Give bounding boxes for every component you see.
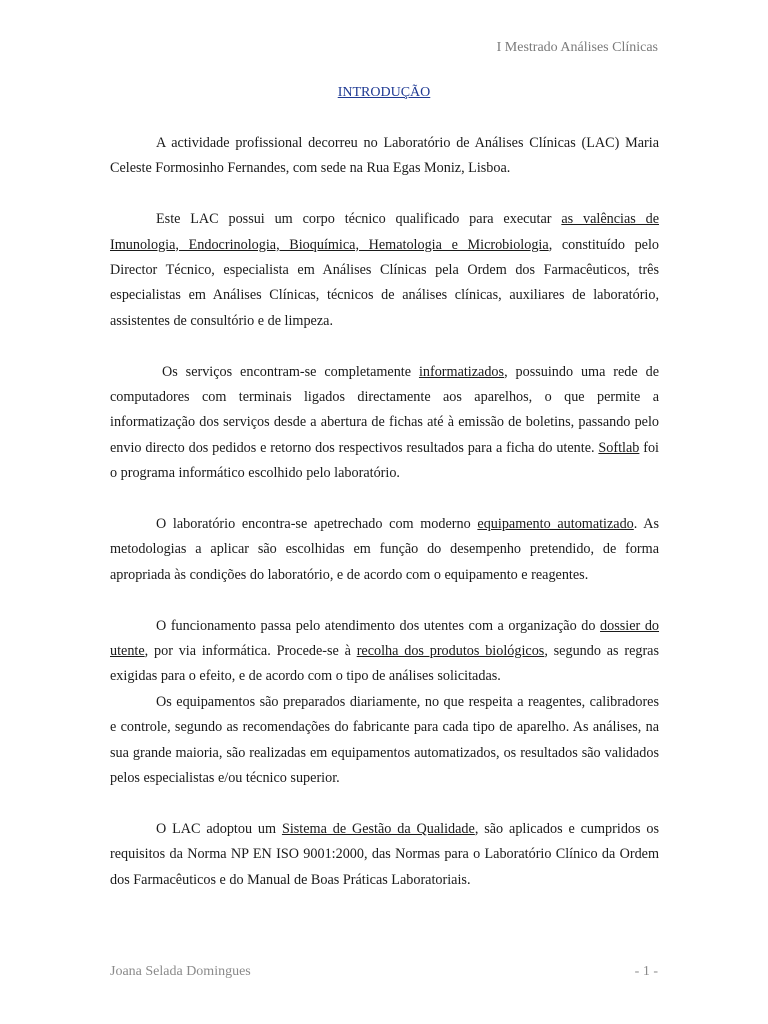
text-run: O LAC adoptou um [156, 820, 282, 837]
text-run: O laboratório encontra-se apetrechado com moderno [156, 516, 478, 533]
text-run: , são aplicados e cumpridos os requisitos da Norma NP EN ISO 9001:2000, das Normas para o Laboratório Clínico da Ordem dos Farmacêuticos e do Manual de Boas Práticas Laboratoriais. [110, 820, 660, 888]
paragraph-validation: Os equipamentos são preparados diariamente, no que respeita a reagentes, calibradores e controle, segundo as recomendações do fabricante para cada tipo de aparelho. As análises, na sua grande maioria, são realizadas em equipamentos automatizados, os resultados são validados pelos especialistas e/ou técnico superior. [110, 693, 659, 787]
text-run: , segundo as regras exigidas para o efeito, e de acordo com o tipo de análises solicitadas. [110, 643, 660, 685]
running-header: I Mestrado Análises Clínicas [496, 40, 658, 55]
text-run: , possuindo uma rede de computadores com terminais ligados directamente aos aparelhos, o que permite a informatização dos serviços desde a abertura de fichas até à emissão de boletins, passando pelo envio directo dos pedidos e retorno dos respectivos resultados para a ficha do utente. [110, 363, 659, 456]
text-run: O funcionamento passa pelo atendimento dos utentes com a organização do [156, 617, 601, 634]
underlined-text: informatizados [418, 363, 505, 380]
footer-page-number: - 1 - [634, 964, 658, 979]
section-title [0, 85, 768, 101]
text-run: Este LAC possui um corpo técnico qualificado para executar [156, 211, 562, 228]
underlined-text: equipamento automatizado [477, 516, 634, 533]
section-title-text: INTRODUÇÃO [337, 85, 431, 100]
document-body [110, 131, 659, 893]
underlined-text: recolha dos produtos biológicos [356, 643, 545, 660]
paragraph-quality-system [110, 817, 659, 893]
paragraph-lab-intro: A actividade profissional decorreu no Laboratório de Análises Clínicas (LAC) Maria Celeste Formosinho Fernandes, com sede na Rua Egas Moniz, Lisboa. [110, 135, 659, 177]
underlined-text: Softlab [598, 439, 640, 456]
underlined-text: as valências de Imunologia, Endocrinologia, Bioquímica, Hematologia e Microbiologia [110, 211, 660, 253]
paragraph-operation [110, 614, 659, 690]
text-run: . As metodologias a aplicar são escolhidas em função do desempenho pretendido, de forma apropriada às condições do laboratório, e de acordo com o equipamento e reagentes. [110, 516, 659, 583]
footer-author: Joana Selada Domingues [110, 964, 251, 979]
underlined-text: Sistema de Gestão da Qualidade [281, 820, 475, 837]
text-run: foi o programa informático escolhido pelo laboratório. [110, 439, 659, 482]
paragraph-informatization [110, 360, 659, 487]
text-run: Os serviços encontram-se completamente [162, 363, 419, 380]
text-run: , constituído pelo Director Técnico, especialista em Análises Clínicas pela Ordem dos Farmacêuticos, três especialistas em Análises Clínicas, técnicos de análises clínicas, auxiliares de laboratório, assistentes de consultório e de limpeza. [110, 236, 660, 329]
paragraph-technical-staff [110, 207, 659, 334]
text-run: , por via informática. Procede-se à [144, 643, 357, 660]
paragraph-equipment [110, 512, 659, 588]
underlined-text: dossier do utente [110, 617, 660, 660]
